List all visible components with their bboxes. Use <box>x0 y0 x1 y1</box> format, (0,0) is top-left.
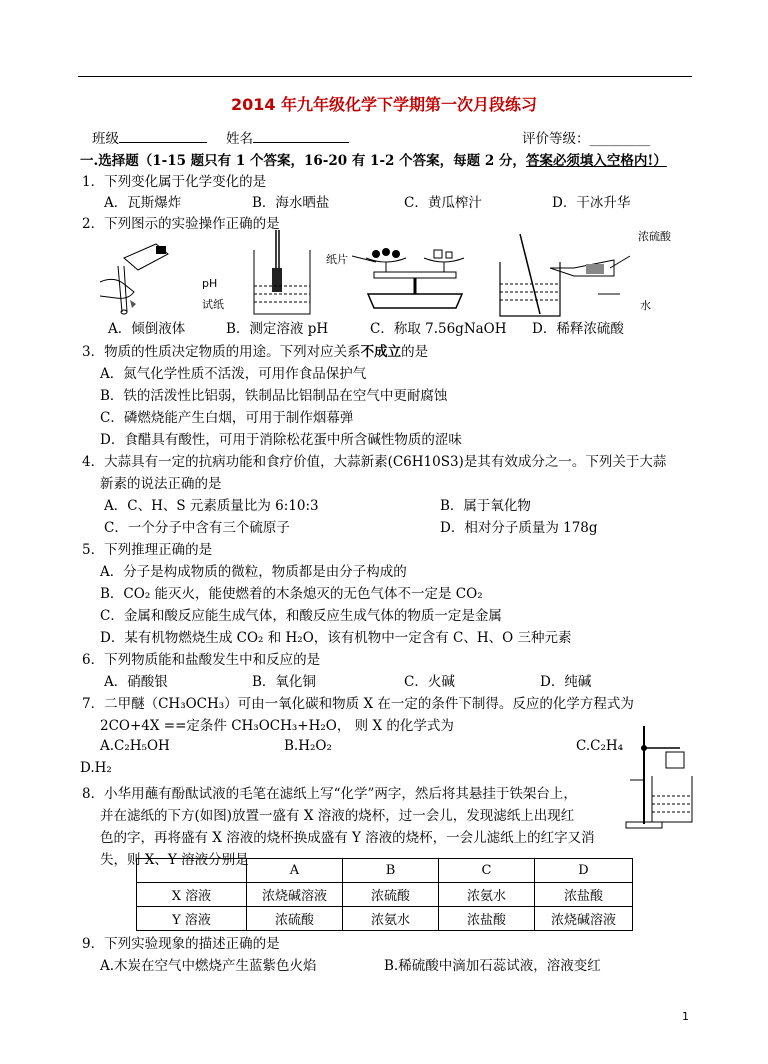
table-cell: Y 溶液 <box>137 907 247 931</box>
class-blank[interactable] <box>119 129 207 143</box>
table-row <box>137 883 633 907</box>
table-cell: X 溶液 <box>137 883 247 907</box>
q2-option-c: C．称取 7.56gNaOH <box>370 321 507 337</box>
q6-option-b: B．氧化铜 <box>252 674 316 690</box>
test-paper-label: 试纸 <box>202 298 224 311</box>
q1-option-d: D．干冰升华 <box>552 195 631 211</box>
ph-label: pH <box>202 277 218 290</box>
q4-stem-line1: 4．大蒜具有一定的抗病功能和食疗价值，大蒜新素(C6H10S3)是其有效成分之一。下列关于大蒜 <box>82 454 667 470</box>
table-header-cell <box>137 859 247 883</box>
q3-stem-emph: 不成立 <box>360 344 402 360</box>
q1-option-c: C．黄瓜榨汁 <box>404 195 482 211</box>
table-cell: 浓氨水 <box>343 907 439 931</box>
q4-option-a: A．C、H、S 元素质量比为 6:10:3 <box>104 498 319 514</box>
table-header-row <box>137 859 633 883</box>
table-header-cell: B <box>343 859 439 883</box>
water-label: 水 <box>640 299 651 312</box>
section-heading-emph: 答案必须填入空格内!） <box>525 153 667 169</box>
q5-option-a: A．分子是构成物质的微粒，物质都是由分子构成的 <box>100 564 407 580</box>
table-cell: 浓烧碱溶液 <box>535 907 633 931</box>
q3-stem <box>82 340 428 360</box>
page-title: 2014 年九年级化学下学期第一次月段练习 <box>230 95 538 114</box>
header-rule <box>78 76 692 77</box>
q7-stem: 7．二甲醚（CH₃OCH₃）可由一氧化碳和物质 X 在一定的条件下制得。反应的化学方程式为 <box>82 696 634 712</box>
q7-option-c: C.C₂H₄ <box>576 738 624 754</box>
q7-option-a: A.C₂H₅OH <box>100 738 170 754</box>
q3-option-a: A．氮气化学性质不活泼，可用作食品保护气 <box>100 366 367 382</box>
name-label: 姓名 <box>226 131 253 147</box>
q6-option-a: A．硝酸银 <box>104 674 168 690</box>
q7-option-b: B.H₂O₂ <box>284 738 332 754</box>
figure-b-ph-test <box>248 228 318 318</box>
page-number: 1 <box>682 1010 689 1023</box>
q4-option-c: C．一个分子中含有三个硫原子 <box>104 520 290 536</box>
q2-option-a: A．倾倒液体 <box>108 321 186 337</box>
table-row <box>137 907 633 931</box>
table-cell: 浓氨水 <box>439 883 535 907</box>
q8-line-3: 色的字，再将盛有 X 溶液的烧杯换成盛有 Y 溶液的烧杯，一会儿滤纸上的红字又消 <box>100 830 595 846</box>
q1-stem: 1．下列变化属于化学变化的是 <box>82 174 267 190</box>
q8-line-1: 8．小华用蘸有酚酞试液的毛笔在滤纸上写“化学”两字，然后将其悬挂于铁架台上， <box>82 786 577 802</box>
q5-option-b: B．CO₂ 能灭火，能使燃着的木条熄灭的无色气体不一定是 CO₂ <box>100 586 483 602</box>
paper-piece-label: 纸片 <box>326 253 348 266</box>
q8-line-2: 并在滤纸的下方(如图)放置一盛有 X 溶液的烧杯，过一会儿，发现滤纸上出现红 <box>100 808 575 824</box>
q4-stem-line2: 新素的说法正确的是 <box>100 476 222 492</box>
conc-acid-label: 浓硫酸 <box>638 230 671 243</box>
class-label: 班级 <box>92 131 119 147</box>
figure-iron-stand <box>622 724 698 830</box>
q4-option-d: D．相对分子质量为 178g <box>440 520 598 536</box>
figure-a-pouring <box>94 240 184 316</box>
section-heading <box>80 149 667 169</box>
q5-stem: 5．下列推理正确的是 <box>82 542 213 558</box>
q3-option-c: C．磷燃烧能产生白烟，可用于制作烟幕弹 <box>100 410 354 426</box>
class-field <box>92 127 207 147</box>
q3-option-d: D．食醋具有酸性，可用于消除松花蛋中所含碱性物质的涩味 <box>100 432 462 448</box>
q2-option-b: B．测定溶液 pH <box>226 321 329 337</box>
q3-stem-pre: 3．物质的性质决定物质的用途。下列对应关系 <box>82 344 361 360</box>
q7-equation: 2CO+4X ==定条件 CH₃OCH₃+H₂O， 则 X 的化学式为 <box>100 718 454 734</box>
table-cell: 浓烧碱溶液 <box>247 883 343 907</box>
q5-option-c: C．金属和酸反应能生成气体，和酸反应生成气体的物质一定是金属 <box>100 608 502 624</box>
table-header-cell: D <box>535 859 633 883</box>
name-blank[interactable] <box>253 129 349 143</box>
q4-option-b: B．属于氧化物 <box>440 498 531 514</box>
grade-field: 评价等级：_________ <box>522 131 651 147</box>
q6-stem: 6．下列物质能和盐酸发生中和反应的是 <box>82 652 321 668</box>
table-header-cell: A <box>247 859 343 883</box>
table-cell: 浓盐酸 <box>535 883 633 907</box>
section-heading-main: 一.选择题（1-15 题只有 1 个答案，16-20 有 1-2 个答案，每题 2 分， <box>80 153 526 169</box>
q2-stem: 2．下列图示的实验操作正确的是 <box>82 216 280 232</box>
q1-option-a: A．瓦斯爆炸 <box>104 195 182 211</box>
q6-option-c: C．火碱 <box>404 674 455 690</box>
table-cell: 浓盐酸 <box>439 907 535 931</box>
table-header-cell: C <box>439 859 535 883</box>
table-cell: 浓硫酸 <box>247 907 343 931</box>
q5-option-d: D．某有机物燃烧生成 CO₂ 和 H₂O，该有机物中一定含有 C、H、O 三种元素 <box>100 630 572 646</box>
q6-option-d: D．纯碱 <box>540 674 592 690</box>
q9-option-a: A.木炭在空气中燃烧产生蓝紫色火焰 <box>100 958 317 974</box>
pointer-line <box>352 254 378 264</box>
q1-option-b: B．海水晒盐 <box>252 195 330 211</box>
q3-option-b: B．铁的活泼性比铝弱，铁制品比铝制品在空气中更耐腐蚀 <box>100 388 448 404</box>
q3-stem-post: 的是 <box>401 344 429 360</box>
name-field <box>226 127 349 147</box>
q9-stem: 9．下列实验现象的描述正确的是 <box>82 936 280 952</box>
q8-answer-table <box>136 858 633 931</box>
q7-option-d: D.H₂ <box>80 760 112 776</box>
figure-d-dilution <box>490 232 640 322</box>
q9-option-b: B.稀硫酸中滴加石蕊试液，溶液变红 <box>384 958 601 974</box>
q2-option-d: D．稀释浓硫酸 <box>532 321 624 337</box>
q8-line-4: 失，则 X、Y 溶液分别是 <box>100 852 249 868</box>
table-cell: 浓硫酸 <box>343 883 439 907</box>
